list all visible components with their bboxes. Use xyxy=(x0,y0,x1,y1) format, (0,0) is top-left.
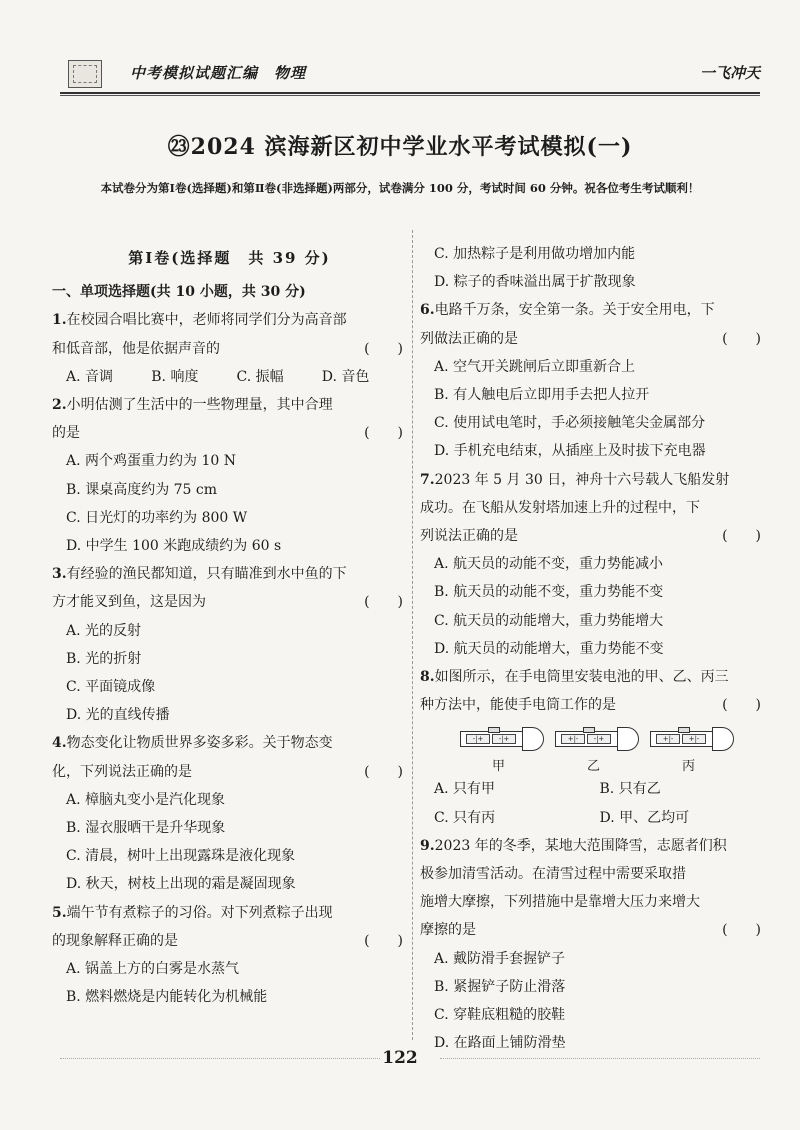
option-d: D. 中学生 100 米跑成绩约为 60 s xyxy=(66,538,282,555)
option-a: A. 光的反射 xyxy=(66,622,142,639)
answer-blank: ( ) xyxy=(364,425,403,442)
answer-blank: ( ) xyxy=(722,697,761,714)
page-number: 122 xyxy=(382,1048,418,1068)
option-b: B. 课桌高度约为 75 cm xyxy=(66,481,218,498)
brand-name: 一飞冲天 xyxy=(699,64,760,82)
question-9: 9.2023 年的冬季，某地大范围降雪，志愿者们积 极参加清雪活动。在清雪过程中需要采取措 施增大摩擦，下列措施中是靠增大压力来增大 摩擦的是 ( ) A. 戴防滑手套握铲子 B. 紧握铲子防止滑落 C. 穿鞋底粗糙的胶鞋 D. 在路面上铺防滑垫 xyxy=(420,832,765,1058)
answer-blank: ( ) xyxy=(722,528,761,545)
answer-blank: ( ) xyxy=(364,594,403,611)
option-c: C. 日光灯的功率约为 800 W xyxy=(66,509,248,526)
exam-intro: 本试卷分为第Ⅰ卷(选择题)和第Ⅱ卷(非选择题)两部分，试卷满分 100 分，考试时间 60 分钟。祝各位考生考试顺利！ xyxy=(100,181,700,195)
flashlight-yi-icon: +|- -|+ xyxy=(555,727,643,749)
option-d: D. 粽子的香味溢出属于扩散现象 xyxy=(434,274,636,291)
question-stem: 端午节有煮粽子的习俗。对下列煮粽子出现 xyxy=(66,904,333,921)
series-logo-icon xyxy=(68,60,102,88)
column-divider xyxy=(412,230,413,1040)
right-column xyxy=(420,240,765,1057)
question-8: 8.如图所示，在手电筒里安装电池的甲、乙、丙三 种方法中，能使手电筒工作的是 ( ) -|+ -|+ +|- -|+ +|- +|- 甲 乙 丙 A. 只有甲 B. 只有乙 C. 只有丙 D. 甲、乙均可 xyxy=(420,663,765,832)
option-d: D. 音色 xyxy=(321,368,370,385)
question-6: 6.电路千万条，安全第一条。关于安全用电，下 列做法正确的是 ( ) A. 空气开关跳闸后立即重新合上 B. 有人触电后立即用手去把人拉开 C. 使用试电笔时，手必须接触笔尖金属部分 D. 手机充电结束，从插座上及时拔下充电器 xyxy=(420,296,765,465)
question-stem: 小明估测了生活中的一些物理量，其中合理 xyxy=(66,397,333,414)
answer-blank: ( ) xyxy=(364,340,403,357)
question-stem: 列做法正确的是 xyxy=(420,330,518,347)
flashlight-figure xyxy=(420,723,765,775)
question-stem: 的是 xyxy=(52,425,80,442)
section-title: 第Ⅰ卷(选择题 共 39 分) xyxy=(128,249,331,267)
question-stem: 极参加清雪活动。在清雪过程中需要采取措 xyxy=(420,866,686,883)
option-a: A. 只有甲 xyxy=(434,781,496,798)
header-rule xyxy=(60,92,760,94)
part-title: 一、单项选择题(共 10 小题，共 30 分) xyxy=(52,284,306,301)
option-c: C. 振幅 xyxy=(236,368,284,385)
option-c: C. 使用试电笔时，手必须接触笔尖金属部分 xyxy=(434,415,706,432)
option-d: D. 在路面上铺防滑垫 xyxy=(434,1035,566,1052)
answer-blank: ( ) xyxy=(722,922,761,939)
option-b: B. 有人触电后立即用手去把人拉开 xyxy=(434,387,650,404)
question-2: 2.小明估测了生活中的一些物理量，其中合理 的是 ( ) A. 两个鸡蛋重力约为 10 N B. 课桌高度约为 75 cm C. 日光灯的功率约为 800 W D. 中学生 100 米跑成绩约为 60 s xyxy=(52,391,407,560)
question-1: 1.在校园合唱比赛中，老师将同学们分为高音部 和低音部，他是依据声音的 ( ) A. 音调 B. 响度 C. 振幅 D. 音色 xyxy=(52,306,407,391)
option-c: C. 加热粽子是利用做功增加内能 xyxy=(434,246,636,262)
option-d: D. 甲、乙均可 xyxy=(599,809,690,826)
question-stem: 物态变化让物质世界多姿多彩。关于物态变 xyxy=(66,735,333,752)
option-c: C. 平面镜成像 xyxy=(66,679,156,696)
flashlight-jia-icon: -|+ -|+ xyxy=(460,727,548,749)
question-stem: 施增大摩擦，下列措施中是靠增大压力来增大 xyxy=(420,894,700,911)
question-stem: 2023 年 5 月 30 日，神舟十六号载人飞船发射 xyxy=(434,471,730,488)
option-b: B. 航天员的动能不变，重力势能不变 xyxy=(434,584,664,601)
left-column xyxy=(52,240,407,1011)
answer-blank: ( ) xyxy=(364,763,403,780)
option-d: D. 秋天，树枝上出现的霜是凝固现象 xyxy=(66,876,296,893)
flashlight-bing-icon: +|- +|- xyxy=(650,727,738,749)
figure-label-yi: 乙 xyxy=(587,759,601,775)
page-header xyxy=(60,58,760,92)
question-stem: 方才能叉到鱼，这是因为 xyxy=(52,594,206,611)
option-a: A. 戴防滑手套握铲子 xyxy=(434,950,566,967)
question-stem: 电路千万条，安全第一条。关于安全用电，下 xyxy=(434,302,715,319)
question-4: 4.物态变化让物质世界多姿多彩。关于物态变 化，下列说法正确的是 ( ) A. 樟脑丸变小是汽化现象 B. 湿衣服晒干是升华现象 C. 清晨，树叶上出现露珠是液化现象 D. 秋天，树枝上出现的霜是凝固现象 xyxy=(52,729,407,898)
answer-blank: ( ) xyxy=(722,330,761,347)
option-a: A. 音调 xyxy=(66,368,114,385)
option-b: B. 紧握铲子防止滑落 xyxy=(434,978,566,995)
option-c: C. 航天员的动能增大，重力势能增大 xyxy=(434,612,664,629)
header-rule-thin xyxy=(60,95,760,96)
option-b: B. 湿衣服晒干是升华现象 xyxy=(66,820,226,837)
question-stem: 的现象解释正确的是 xyxy=(52,932,178,949)
option-d: D. 航天员的动能增大，重力势能不变 xyxy=(434,640,664,657)
option-d: D. 光的直线传播 xyxy=(66,707,170,724)
option-b: B. 只有乙 xyxy=(599,781,661,798)
exam-title: ㉓2024 滨海新区初中学业水平考试模拟(一) xyxy=(167,134,633,160)
question-stem: 成功。在飞船从发射塔加速上升的过程中，下 xyxy=(420,499,700,516)
option-a: A. 空气开关跳闸后立即重新合上 xyxy=(434,358,636,375)
question-stem: 摩擦的是 xyxy=(420,922,476,939)
question-stem: 如图所示，在手电筒里安装电池的甲、乙、丙三 xyxy=(434,669,729,686)
option-d: D. 手机充电结束，从插座上及时拔下充电器 xyxy=(434,443,706,460)
question-stem: 2023 年的冬季，某地大范围降雪，志愿者们积 xyxy=(434,837,727,854)
option-c: C. 穿鞋底粗糙的胶鞋 xyxy=(434,1007,566,1024)
option-a: A. 锅盖上方的白雾是水蒸气 xyxy=(66,961,240,978)
question-5: 5.端午节有煮粽子的习俗。对下列煮粽子出现 的现象解释正确的是 ( ) A. 锅盖上方的白雾是水蒸气 B. 燃料燃烧是内能转化为机械能 xyxy=(52,899,407,1012)
answer-blank: ( ) xyxy=(364,932,403,949)
option-b: B. 响度 xyxy=(151,368,199,385)
question-stem: 化，下列说法正确的是 xyxy=(52,763,192,780)
question-stem: 在校园合唱比赛中，老师将同学们分为高音部 xyxy=(66,312,347,329)
question-stem: 有经验的渔民都知道，只有瞄准到水中鱼的下 xyxy=(66,566,347,583)
option-b: B. 燃料燃烧是内能转化为机械能 xyxy=(66,989,268,1006)
question-3: 3.有经验的渔民都知道，只有瞄准到水中鱼的下 方才能叉到鱼，这是因为 ( ) A. 光的反射 B. 光的折射 C. 平面镜成像 D. 光的直线传播 xyxy=(52,560,407,729)
question-stem: 列说法正确的是 xyxy=(420,528,518,545)
option-a: A. 航天员的动能不变，重力势能减小 xyxy=(434,556,664,573)
figure-label-jia: 甲 xyxy=(492,759,506,775)
series-title: 中考模拟试题汇编 物理 xyxy=(130,64,307,82)
option-a: A. 樟脑丸变小是汽化现象 xyxy=(66,791,226,808)
figure-label-bing: 丙 xyxy=(682,759,696,775)
option-b: B. 光的折射 xyxy=(66,650,142,667)
question-stem: 种方法中，能使手电筒工作的是 xyxy=(420,697,616,714)
option-c: C. 清晨，树叶上出现露珠是液化现象 xyxy=(66,848,296,865)
question-stem: 和低音部，他是依据声音的 xyxy=(52,340,220,357)
option-c: C. 只有丙 xyxy=(434,809,496,826)
option-a: A. 两个鸡蛋重力约为 10 N xyxy=(66,453,236,470)
question-7: 7.2023 年 5 月 30 日，神舟十六号载人飞船发射 成功。在飞船从发射塔加速上升的过程中，下 列说法正确的是 ( ) A. 航天员的动能不变，重力势能减小 B. 航天员的动能不变，重力势能不变 C. 航天员的动能增大，重力势能增大 D. 航天员的动能增大，重力势能不变 xyxy=(420,466,765,663)
